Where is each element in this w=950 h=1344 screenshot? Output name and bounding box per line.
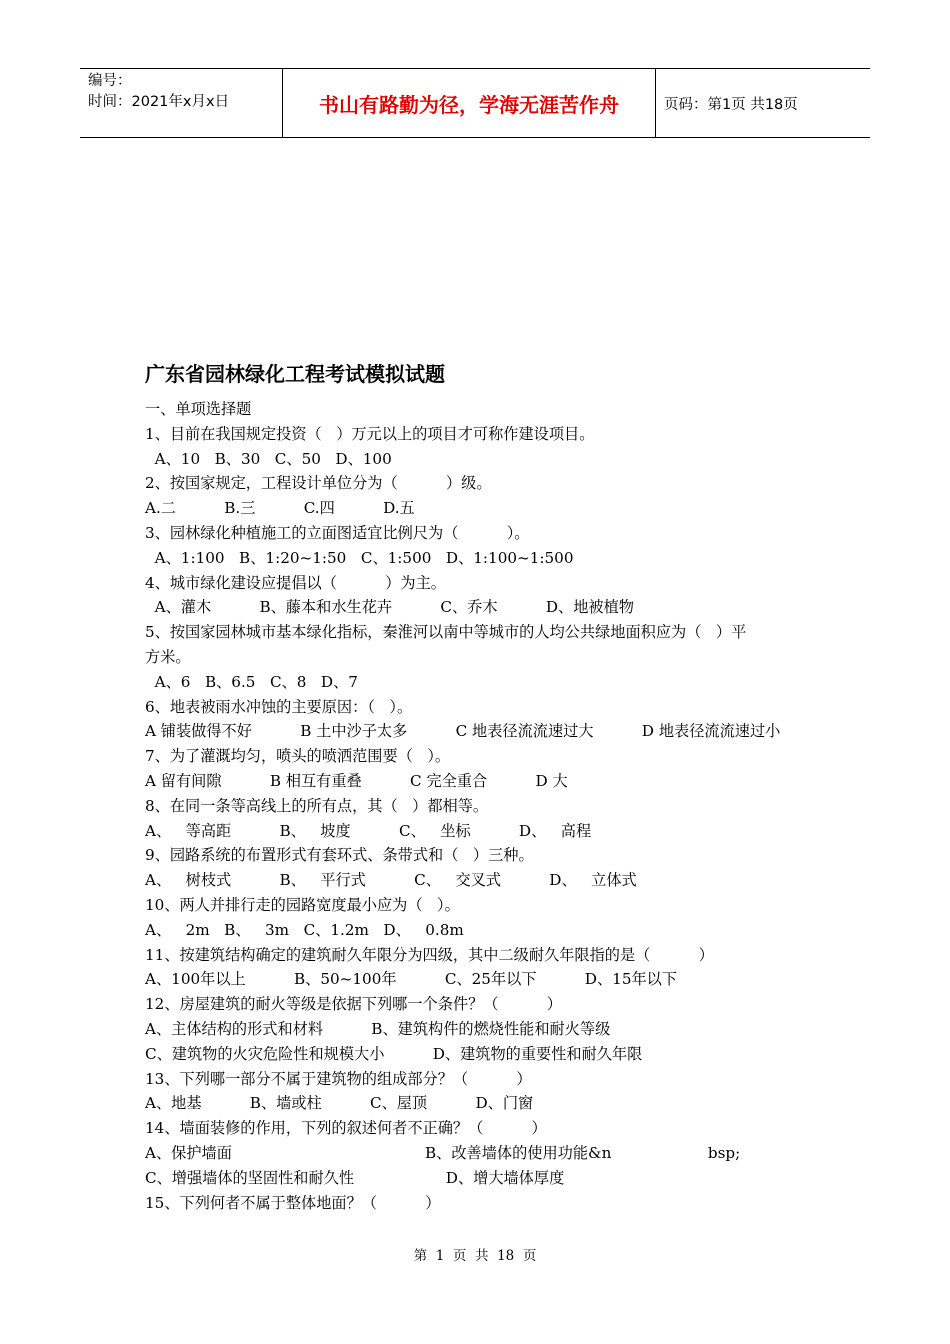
text-line: C、增强墙体的坚固性和耐久性 D、增大墙体厚度 [145,1168,565,1187]
text-line: 一、单项选择题 [145,400,252,418]
text-line: 10、两人并排行走的园路宽度最小应为（ ）。 [145,895,460,914]
header-divider [655,69,656,137]
text-line: 8、在同一条等高线上的所有点，其（ ）都相等。 [145,796,489,815]
header-meta [88,71,229,113]
text-line: 15、下列何者不属于整体地面？（ ） [145,1193,441,1212]
text-line: A、灌木 B、藤本和水生花卉 C、乔木 D、地被植物 [145,598,634,617]
question-list [145,397,825,1215]
text-line: 11、按建筑结构确定的建筑耐久年限分为四级，其中二级耐久年限指的是（ ） [145,945,714,964]
text-line: A、保护墙面 B、改善墙体的使用功能&n bsp; [145,1143,741,1162]
text-line: 7、为了灌溉均匀，喷头的喷洒范围要（ ）。 [145,747,451,766]
number-label: 编号： [88,73,132,89]
header-page-info: 页码：第1页 共18页 [664,96,798,113]
text-line: A、10 B、30 C、50 D、100 [145,449,392,468]
text-line: A、主体结构的形式和材料 B、建筑构件的燃烧性能和耐火等级 [145,1019,611,1038]
text-line: A、 2m B、 3m C、1.2m D、 0.8m [145,920,464,939]
text-line: A、地基 B、墙或柱 C、屋顶 D、门窗 [145,1094,534,1113]
text-line: 5、按国家园林城市基本绿化指标，秦淮河以南中等城市的人均公共绿地面积应为（ ）平 [145,623,747,642]
text-line: 4、城市绿化建设应提倡以（ ）为主。 [145,573,446,592]
text-line: 9、园路系统的布置形式有套环式、条带式和（ ）三种。 [145,846,534,865]
text-line: 方米。 [145,647,191,666]
text-line: 13、下列哪一部分不属于建筑物的组成部分？（ ） [145,1069,532,1088]
text-line: 6、地表被雨水冲蚀的主要原因：（ ）。 [145,697,413,716]
text-line: 2、按国家规定，工程设计单位分为（ ）级。 [145,474,492,493]
page-footer: 第 1 页 共 18 页 [413,1248,537,1264]
text-line: A 铺装做得不好 B 土中沙子太多 C 地表径流流速过大 D 地表径流流速过小 [145,722,781,741]
text-line: A 留有间隙 B 相互有重叠 C 完全重合 D 大 [145,771,568,790]
text-line: A、100年以上 B、50~100年 C、25年以下 D、15年以下 [145,970,678,989]
text-line: 3、园林绿化种植施工的立面图适宜比例尺为（ ）。 [145,523,530,542]
header-table [80,68,870,138]
text-line: 14、墙面装修的作用，下列的叙述何者不正确？（ ） [145,1119,547,1138]
text-line: A、1:100 B、1:20~1:50 C、1:500 D、1:100~1:500 [145,548,574,567]
header-motto: 书山有路勤为径，学海无涯苦作舟 [319,92,619,117]
text-line: A、 树枝式 B、 平行式 C、 交叉式 D、 立体式 [145,871,637,890]
text-line: C、建筑物的火灾危险性和规模大小 D、建筑物的重要性和耐久年限 [145,1044,643,1063]
text-line: A、6 B、6.5 C、8 D、7 [145,672,358,691]
document-title: 广东省园林绿化工程考试模拟试题 [145,362,445,386]
text-line: A、 等高距 B、 坡度 C、 坐标 D、 高程 [145,821,592,840]
text-line: 12、房屋建筑的耐火等级是依据下列哪一个条件？（ ） [145,995,562,1014]
text-line: A.二 B.三 C.四 D.五 [145,499,415,518]
time-label: 时间：2021年x月x日 [88,94,230,110]
text-line: 1、目前在我国规定投资（ ）万元以上的项目才可称作建设项目。 [145,424,595,443]
